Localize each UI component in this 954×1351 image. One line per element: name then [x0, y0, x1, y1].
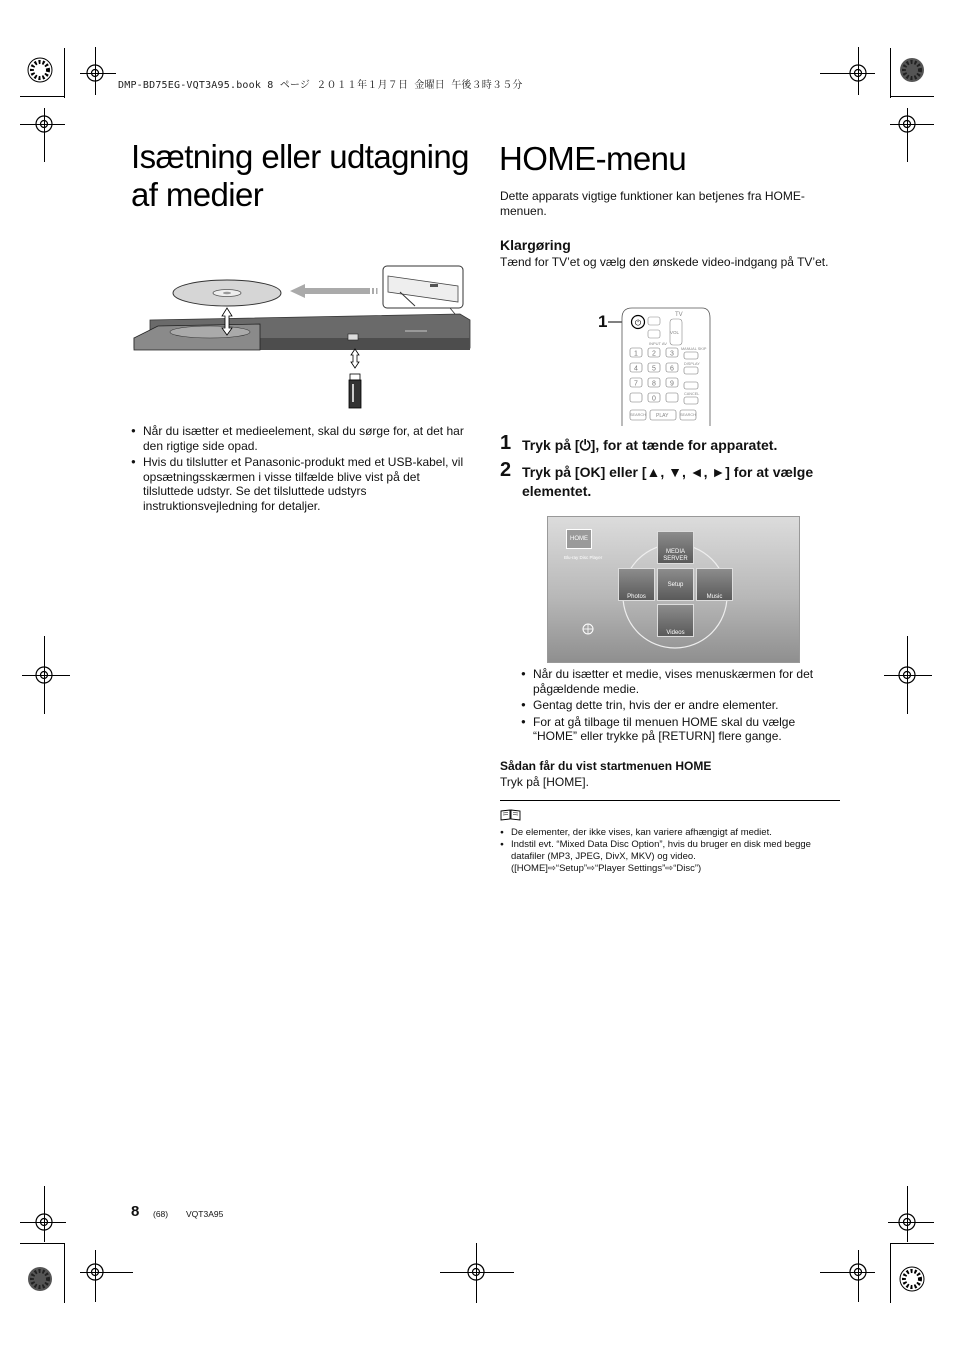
note-item: ● Indstil evt. “Mixed Data Disc Option”, hvis du bruger en disk med begge datafiler (MP3, JPEG, DivX, MKV) og video.: [500, 839, 840, 863]
left-bullets: [131, 424, 471, 515]
callout-number: 1: [598, 312, 608, 331]
left-title: [131, 138, 481, 214]
disc-insert-illustration: [130, 262, 475, 412]
menu-item-label: Videos: [666, 630, 685, 636]
remote-side-label: DISPLAY: [684, 362, 700, 366]
print-info: DMP-BD75EG-VQT3A95.book 8 ページ ２０１１年１月７日 金曜日 午後３時３５分: [118, 80, 523, 91]
menu-item-videos[interactable]: [657, 604, 694, 637]
menu-subtitle: Blu-ray Disc Player: [564, 555, 603, 560]
remote-key: 6: [670, 365, 674, 373]
step-text: Tryk på [OK] eller [▲, ▼, ◄, ►] for at vælge elementet.: [522, 464, 814, 499]
remote-tv-label: TV: [675, 312, 683, 318]
menu-item-label: Music: [706, 594, 723, 600]
step-text: Tryk på [⏻], for at tænde for apparatet.: [522, 437, 778, 453]
remote-key: 1: [634, 350, 638, 358]
step-2: [500, 459, 840, 501]
left-title-line1: Isætning eller udtagning: [131, 138, 469, 175]
remote-bottom-label: SEARCH: [680, 413, 696, 417]
menu-item-label: Photos: [627, 594, 646, 600]
page-ref: (68): [153, 1209, 169, 1219]
menu-item-media-server[interactable]: [657, 531, 694, 564]
book-icon: [500, 809, 522, 821]
remote-key: 5: [652, 365, 656, 373]
step-number: 1: [500, 432, 512, 454]
right-bullets: [521, 667, 841, 746]
remote-vol-label: VOL: [670, 330, 680, 335]
remote-illustration: [608, 306, 713, 426]
home-menu-screen: [547, 516, 800, 663]
home-heading: Sådan får du vist startmenuen HOME: [500, 759, 712, 773]
doc-code: VQT3A95: [186, 1209, 224, 1219]
home-text: Tryk på [HOME].: [500, 775, 589, 789]
right-bullet: ● For at gå tilbage til menuen HOME skal du vælge “HOME” eller trykke på [RETURN] flere gange.: [521, 715, 841, 744]
remote-key: 7: [634, 380, 638, 388]
left-title-line2: af medier: [131, 176, 264, 213]
right-title: HOME-menu: [499, 140, 687, 177]
page-number: 8: [131, 1203, 140, 1220]
note-item: ● De elementer, der ikke vises, kan variere afhængigt af mediet.: [500, 827, 840, 839]
remote-key: 9: [670, 380, 674, 388]
prep-text: Tænd for TV’et og vælg den ønskede video-indgang på TV’et.: [500, 255, 829, 269]
remote-key: 4: [634, 365, 638, 373]
remote-input-label: INPUT AV: [649, 341, 667, 346]
remote-bottom-label: PLAY: [656, 413, 669, 419]
right-bullet: ● Når du isætter et medie, vises menuskærmen for det pågældende medie.: [521, 667, 841, 696]
right-bullet: ● Gentag dette trin, hvis der er andre elementer.: [521, 698, 841, 713]
menu-item-label: MEDIA SERVER: [663, 549, 688, 562]
notes: [500, 827, 840, 863]
menu-item-label: Setup: [667, 581, 684, 588]
remote-key: 3: [670, 350, 674, 358]
home-badge: HOME: [566, 529, 592, 549]
remote-side-label: CANCEL: [684, 392, 700, 396]
intro-text: Dette apparats vigtige funktioner kan betjenes fra HOME-menuen.: [500, 189, 805, 218]
remote-key: 2: [652, 350, 656, 358]
left-bullet: ● Hvis du tilslutter et Panasonic-produkt med et USB-kabel, vil opsætningsskærmen i visse tilfælde blive vist på det tilsluttede udstyr. Se det tilsluttede udstyrs instruktionsvejledning for detaljer.: [131, 455, 471, 513]
divider: [500, 800, 840, 801]
remote-key: 0: [652, 395, 656, 403]
note-path: ([HOME]⇨“Setup”⇨“Player Settings”⇨“Disc”): [511, 863, 702, 874]
step-number: 2: [500, 459, 512, 481]
step-1: [500, 432, 840, 455]
left-bullet: ● Når du isætter et medieelement, skal du sørge for, at det har den rigtige side opad.: [131, 424, 471, 453]
prep-heading: Klargøring: [500, 237, 571, 253]
remote-bottom-label: SEARCH: [630, 413, 646, 417]
steps: [500, 432, 840, 501]
menu-item-setup[interactable]: [657, 568, 694, 601]
menu-item-music[interactable]: [696, 568, 733, 601]
svg-text:⏻: ⏻: [634, 318, 642, 328]
remote-side-label: MANUAL SKIP: [681, 347, 707, 351]
menu-item-photos[interactable]: [618, 568, 655, 601]
remote-key: 8: [652, 380, 656, 388]
